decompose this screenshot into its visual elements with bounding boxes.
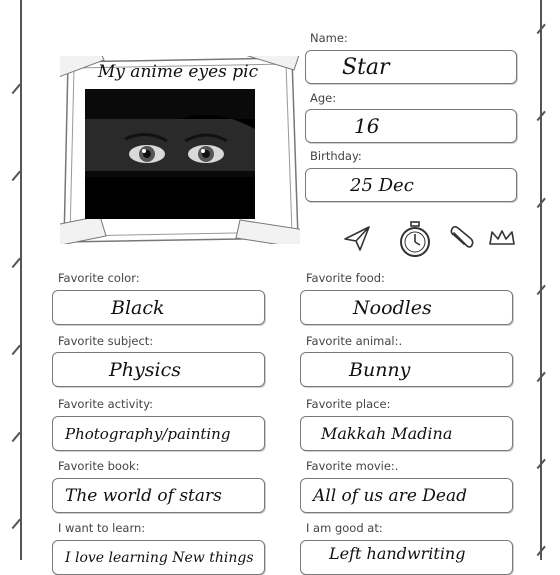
favorite-food-value: Noodles (353, 296, 432, 319)
want-to-learn-label: I want to learn: (58, 521, 146, 535)
favorite-color-label: Favorite color: (58, 271, 140, 285)
want-to-learn-value: I love learning New things (65, 550, 254, 566)
name-value: Star (342, 54, 390, 80)
favorite-subject-label: Favorite subject: (58, 334, 154, 348)
favorite-activity-label: Favorite activity: (58, 397, 154, 411)
favorite-movie-field[interactable] (300, 478, 513, 513)
favorite-subject-value: Physics (109, 358, 181, 381)
age-field[interactable] (305, 109, 517, 143)
favorite-place-label: Favorite place: (306, 397, 391, 411)
birthday-value: 25 Dec (350, 174, 414, 196)
crown-icon (488, 228, 516, 248)
favorite-color-value: Black (111, 296, 165, 319)
birthday-field[interactable] (305, 168, 517, 202)
favorite-movie-value: All of us are Dead (313, 485, 467, 506)
favorite-book-label: Favorite book: (58, 459, 140, 473)
favorite-book-field[interactable] (52, 478, 265, 513)
paper-plane-icon (342, 223, 372, 253)
paperclip-icon (448, 225, 474, 251)
favorite-food-field[interactable] (300, 290, 513, 325)
favorite-place-field[interactable] (300, 416, 513, 451)
favorite-animal-label: Favorite animal:. (306, 334, 403, 348)
name-label: Name: (310, 31, 348, 45)
good-at-label: I am good at: (306, 521, 383, 535)
favorite-activity-value: Photography/painting (65, 424, 231, 443)
name-field[interactable] (305, 50, 517, 84)
good-at-value: Left handwriting (329, 544, 466, 563)
age-value: 16 (354, 114, 380, 138)
favorite-activity-field[interactable] (52, 416, 265, 451)
favorite-book-value: The world of stars (65, 485, 222, 506)
anime-eyes-image (85, 89, 255, 219)
photo-caption: My anime eyes pic (97, 62, 259, 82)
birthday-label: Birthday: (310, 149, 362, 163)
favorite-movie-label: Favorite movie:. (306, 459, 399, 473)
right-border-line (540, 0, 542, 560)
age-label: Age: (310, 91, 337, 105)
favorite-animal-field[interactable] (300, 352, 513, 387)
favorite-subject-field[interactable] (52, 352, 265, 387)
favorite-food-label: Favorite food: (306, 271, 385, 285)
stopwatch-icon (397, 220, 433, 258)
favorite-place-value: Makkah Madina (321, 424, 453, 443)
favorite-color-field[interactable] (52, 290, 265, 325)
good-at-field[interactable] (300, 540, 513, 575)
favorite-animal-value: Bunny (349, 358, 411, 381)
want-to-learn-field[interactable] (52, 540, 265, 575)
